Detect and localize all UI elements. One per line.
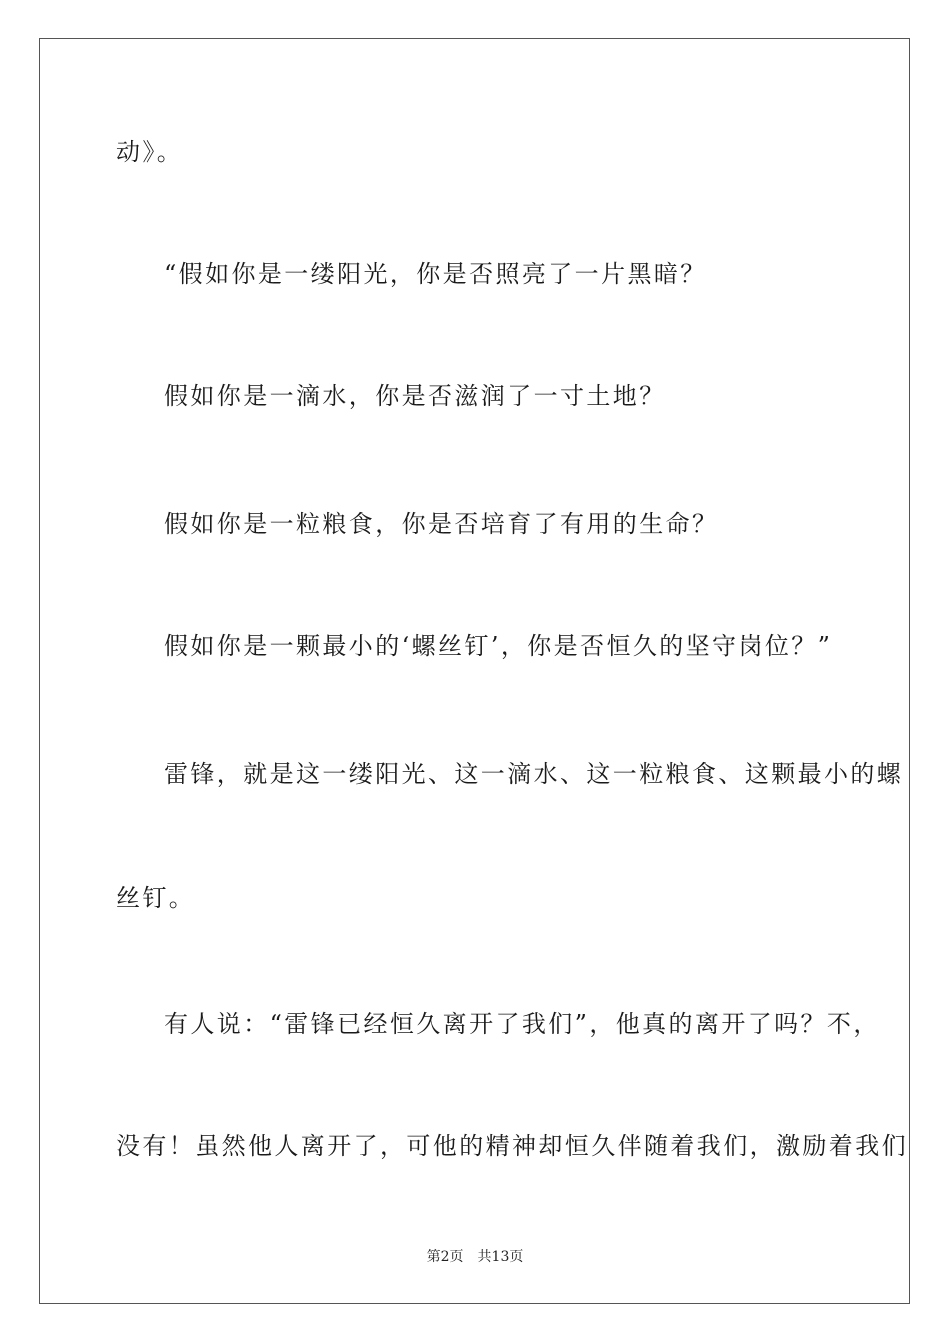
page-border xyxy=(39,38,910,1304)
text-line-9: 没有！虽然他人离开了，可他的精神却恒久伴随着我们，激励着我们 xyxy=(116,1132,908,1160)
page-footer xyxy=(0,1247,950,1267)
page-number-current: 第2页 xyxy=(426,1249,464,1265)
page-number-total: 共13页 xyxy=(477,1249,524,1265)
text-line-3: 假如你是一滴水，你是否滋润了一寸土地？ xyxy=(164,382,666,410)
text-line-6: 雷锋，就是这一缕阳光、这一滴水、这一粒粮食、这颗最小的螺 xyxy=(164,760,904,788)
text-line-8: 有人说：“雷锋已经恒久离开了我们”，他真的离开了吗？不， xyxy=(164,1010,880,1038)
text-line-5: 假如你是一颗最小的‘螺丝钉’，你是否恒久的坚守岗位？” xyxy=(164,632,833,660)
text-line-2: “假如你是一缕阳光，你是否照亮了一片黑暗？ xyxy=(164,260,707,288)
text-line-7: 丝钉。 xyxy=(116,884,196,912)
text-line-1: 动》。 xyxy=(116,138,184,166)
text-line-4: 假如你是一粒粮食，你是否培育了有用的生命？ xyxy=(164,510,719,538)
